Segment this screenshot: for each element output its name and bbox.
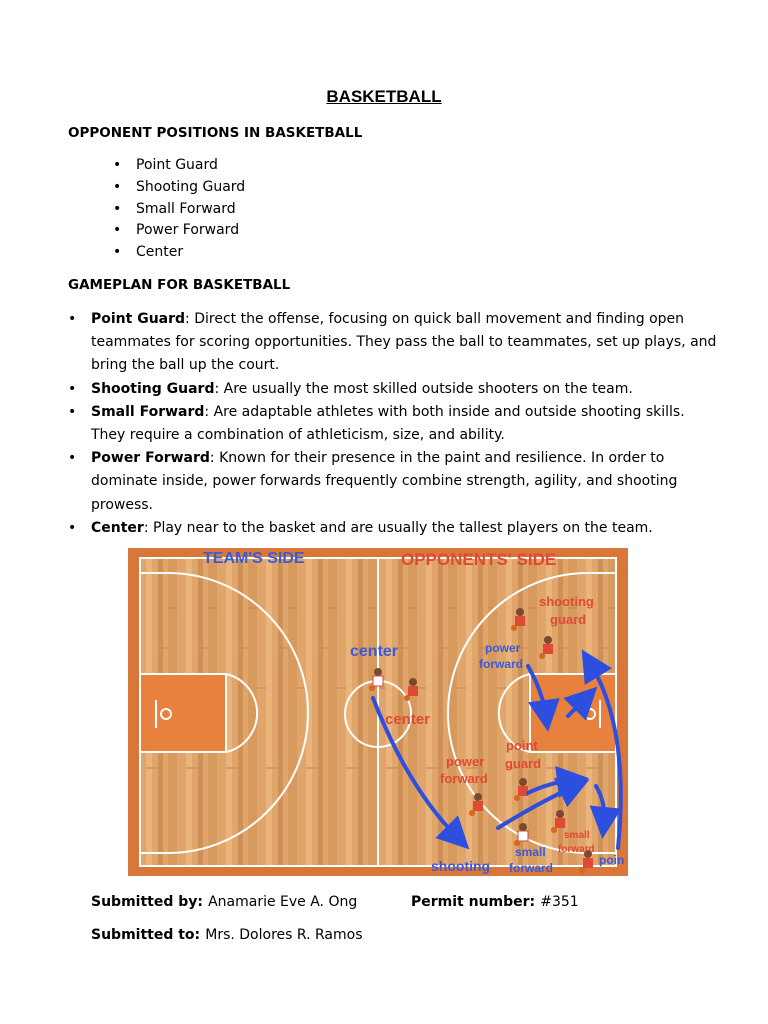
permit-label: Permit number: xyxy=(411,894,536,910)
opponents-side-label: OPPONENTS' SIDE xyxy=(401,550,557,569)
gameplan-heading: GAMEPLAN FOR BASKETBALL xyxy=(68,277,291,293)
label-power-forward-blue-2: forward xyxy=(479,657,524,671)
label-small-forward-red: small xyxy=(564,830,590,841)
term: Small Forward xyxy=(91,403,205,420)
submitted-by-value: Anamarie Eve A. Ong xyxy=(208,894,358,910)
page-title: BASKETBALL xyxy=(326,87,442,106)
left-paint xyxy=(140,674,226,752)
label-small-forward-blue-2: forward xyxy=(509,861,554,875)
list-item xyxy=(68,517,718,540)
label-power-forward-blue: power xyxy=(485,641,521,655)
list-item: • Point Guard xyxy=(113,155,245,177)
label-small-forward-blue: small xyxy=(515,845,546,859)
submitted-by-label: Submitted by: xyxy=(91,894,203,910)
label-shooting-guard-2: guard xyxy=(550,612,587,627)
list-item xyxy=(68,308,718,378)
description: : Direct the offense, focusing on quick ball movement and finding open teammates for scoring opportunities. They pass the ball to teammates, set up plays, and bring the ball up the court. xyxy=(91,311,717,374)
list-item xyxy=(68,401,718,447)
submitted-to-value: Mrs. Dolores R. Ramos xyxy=(205,927,363,943)
list-item xyxy=(68,447,718,517)
submitted-to-label: Submitted to: xyxy=(91,927,201,943)
list-item: • Shooting Guard xyxy=(113,177,245,199)
positions-heading: OPPONENT POSITIONS IN BASKETBALL xyxy=(68,125,363,141)
basketball-court-diagram xyxy=(128,548,628,876)
positions-list xyxy=(113,155,245,264)
label-power-forward-red-2: forward xyxy=(440,771,488,786)
term: Center xyxy=(91,519,144,536)
list-item: • Power Forward xyxy=(113,220,245,242)
label-point-blue: poin xyxy=(599,853,625,867)
team-side-label: TEAM'S SIDE xyxy=(203,550,305,567)
label-point-guard: point xyxy=(506,738,538,753)
list-item: • Small Forward xyxy=(113,199,245,221)
label-small-forward-red-2: forward xyxy=(558,844,595,855)
gameplan-list xyxy=(68,308,718,540)
description: : Known for their presence in the paint and resilience. In order to dominate inside, power forwards frequently combine strength, agility, and shooting prowess. xyxy=(91,450,678,513)
label-shooting-guard: shooting xyxy=(539,594,594,609)
submitted-to xyxy=(91,924,363,943)
label-power-forward-red: power xyxy=(446,754,485,769)
submitted-by xyxy=(91,891,357,910)
label-center-blue: center xyxy=(350,643,399,660)
label-point-guard-2: guard xyxy=(505,756,542,771)
description: : Play near to the basket and are usually the tallest players on the team. xyxy=(143,519,653,536)
label-center-red: center xyxy=(385,711,431,728)
list-item xyxy=(68,378,718,401)
description: : Are adaptable athletes with both inside and outside shooting skills. They require a combination of athleticism, size, and ability. xyxy=(91,403,685,444)
description: : Are usually the most skilled outside shooters on the team. xyxy=(214,380,633,397)
permit-value: #351 xyxy=(540,894,579,910)
label-shooting-blue: shooting xyxy=(431,858,491,874)
permit-number xyxy=(411,891,579,910)
term: Power Forward xyxy=(91,450,210,467)
term: Point Guard xyxy=(91,311,186,327)
term: Shooting Guard xyxy=(91,380,215,397)
list-item: • Center xyxy=(113,242,245,264)
